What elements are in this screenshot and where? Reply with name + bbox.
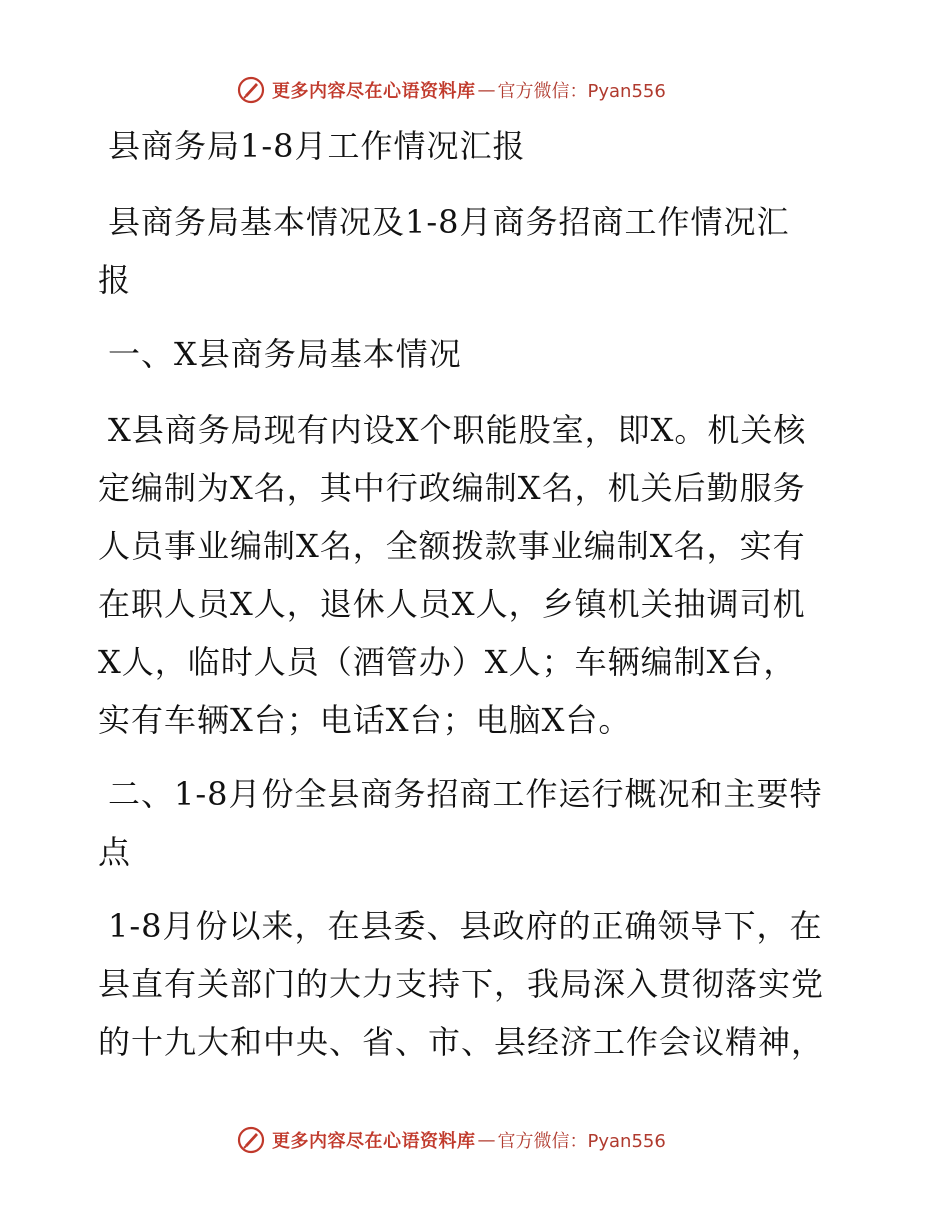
logo-icon (236, 75, 266, 105)
watermark-separator: — (477, 79, 496, 101)
section-2-heading-line-1: 二、1-8月份全县商务招商工作运行概况和主要特 (108, 775, 823, 813)
document-subtitle-line-1: 县商务局基本情况及1-8月商务招商工作情况汇 (108, 203, 790, 241)
section-1-paragraph-line-3: 人员事业编制X名，全额拨款事业编制X名，实有 (98, 527, 806, 565)
section-1-paragraph-line-6: 实有车辆X台；电话X台；电脑X台。 (98, 701, 632, 739)
section-1-paragraph-line-1: X县商务局现有内设X个职能股室，即X。机关核 (108, 411, 807, 449)
watermark-suffix-text: 官方微信：Pyan556 (497, 81, 666, 102)
watermark-main-text: 更多内容尽在心语资料库 (272, 81, 476, 102)
watermark-main-text: 更多内容尽在心语资料库 (272, 1131, 476, 1152)
document-subtitle-line-2: 报 (98, 261, 132, 299)
document-title: 县商务局1-8月工作情况汇报 (108, 127, 526, 165)
section-2-paragraph-line-2: 县直有关部门的大力支持下，我局深入贯彻落实党 (98, 965, 825, 1003)
logo-icon (236, 1125, 266, 1155)
section-1-paragraph-line-5: X人，临时人员（酒管办）X人；车辆编制X台， (98, 643, 797, 681)
section-2-paragraph-line-1: 1-8月份以来，在县委、县政府的正确领导下，在 (108, 907, 823, 945)
watermark-suffix-text: 官方微信：Pyan556 (497, 1131, 666, 1152)
watermark-header (236, 72, 666, 108)
section-1-paragraph-line-2: 定编制为X名，其中行政编制X名，机关后勤服务 (98, 469, 806, 507)
watermark-separator: — (477, 1129, 496, 1151)
section-1-paragraph-line-4: 在职人员X人，退休人员X人，乡镇机关抽调司机 (98, 585, 806, 623)
section-2-paragraph-line-3: 的十九大和中央、省、市、县经济工作会议精神， (98, 1023, 825, 1061)
watermark-footer (236, 1122, 666, 1158)
section-2-heading-line-2: 点 (98, 833, 132, 871)
section-1-heading: 一、X县商务局基本情况 (108, 335, 462, 373)
